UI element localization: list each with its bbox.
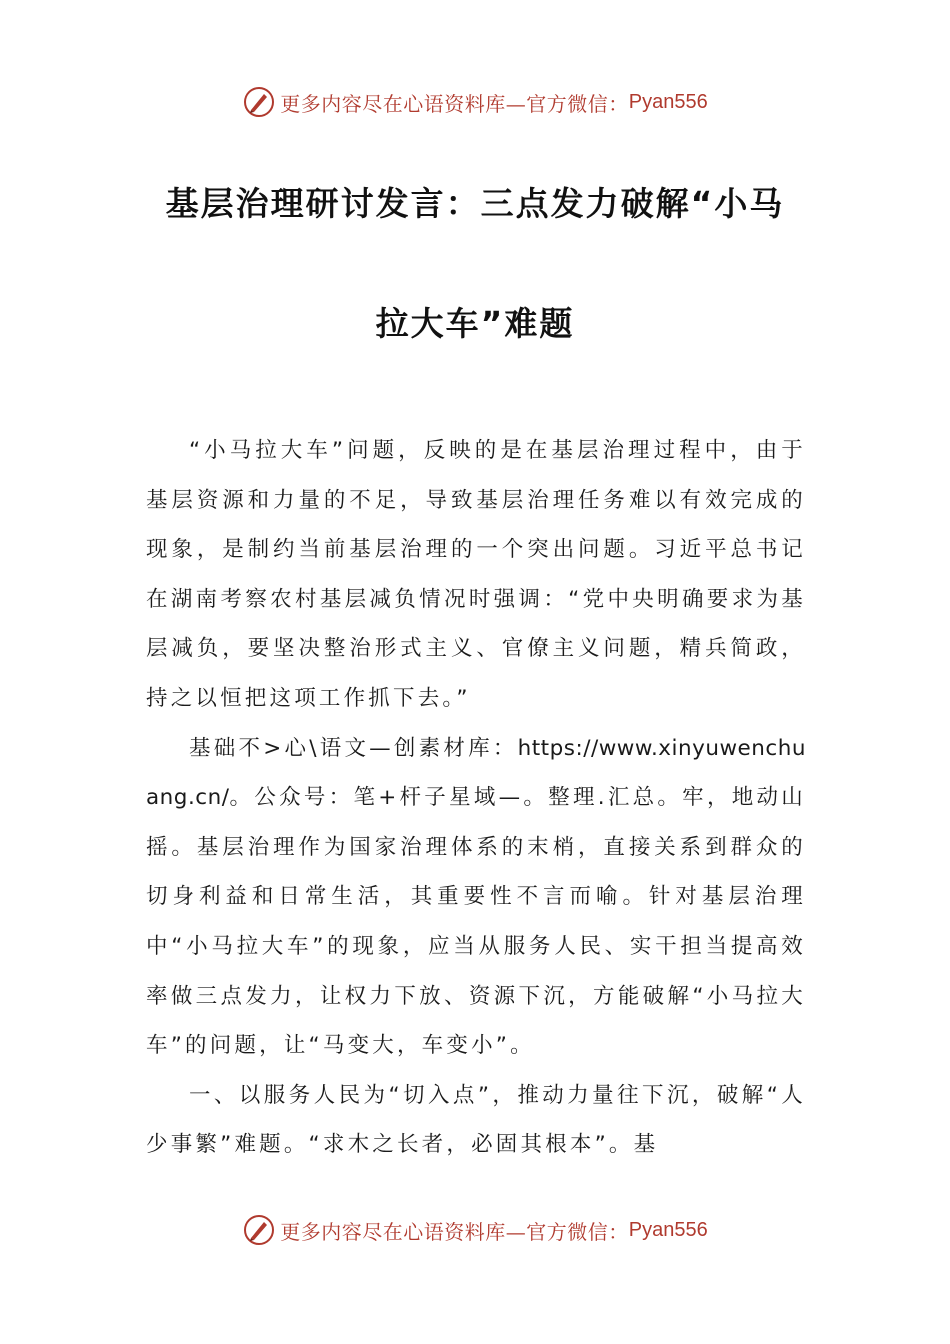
- wechat-id: Pyan556: [628, 1218, 708, 1241]
- paragraph-section-one: 一、以服务人民为“切入点”，推动力量往下沉，破解“人少事繁”难题。“求木之长者，必固其根本”。基: [146, 1082, 806, 1158]
- paragraph-second: [146, 724, 806, 1071]
- watermark-text: 更多内容尽在心语资料库—官方微信：: [280, 1219, 629, 1244]
- document-title-line-2: 拉大车”难题: [375, 304, 575, 343]
- header-watermark-banner: [0, 82, 950, 122]
- document-body: [146, 426, 806, 1170]
- quill-pen-logo-icon: [242, 85, 276, 119]
- wechat-id: Pyan556: [628, 90, 708, 113]
- watermark-text: 更多内容尽在心语资料库—官方微信：: [280, 91, 629, 116]
- source-url: https://www.xinyuwenchuang.cn/: [146, 735, 806, 811]
- paragraph-second-rest: 。公众号：笔+杆子星域—。整理.汇总。牢，地动山摇。基层治理作为国家治理体系的末梢，直接关系到群众的切身利益和日常生活，其重要性不言而喻。针对基层治理中“小马拉大车”的现象，应当从服务人民、实干担当提高效率做三点发力，让权力下放、资源下沉，方能破解“小马拉大车”的问题，让“马变大，车变小”。: [146, 785, 806, 1059]
- footer-watermark-banner: [0, 1210, 950, 1250]
- paragraph-intro: “小马拉大车”问题，反映的是在基层治理过程中，由于基层资源和力量的不足，导致基层治理任务难以有效完成的现象，是制约当前基层治理的一个突出问题。习近平总书记在湖南考察农村基层减负情况时强调：“党中央明确要求为基层减负，要坚决整治形式主义、官僚主义问题，精兵简政，持之以恒把这项工作抓下去。”: [146, 438, 806, 711]
- paragraph-second-lead: 基础不>心\语文—创素材库：: [189, 735, 518, 761]
- quill-pen-logo-icon: [242, 1213, 276, 1247]
- document-title-line-1: 基层治理研讨发言：三点发力破解“小马: [165, 184, 785, 223]
